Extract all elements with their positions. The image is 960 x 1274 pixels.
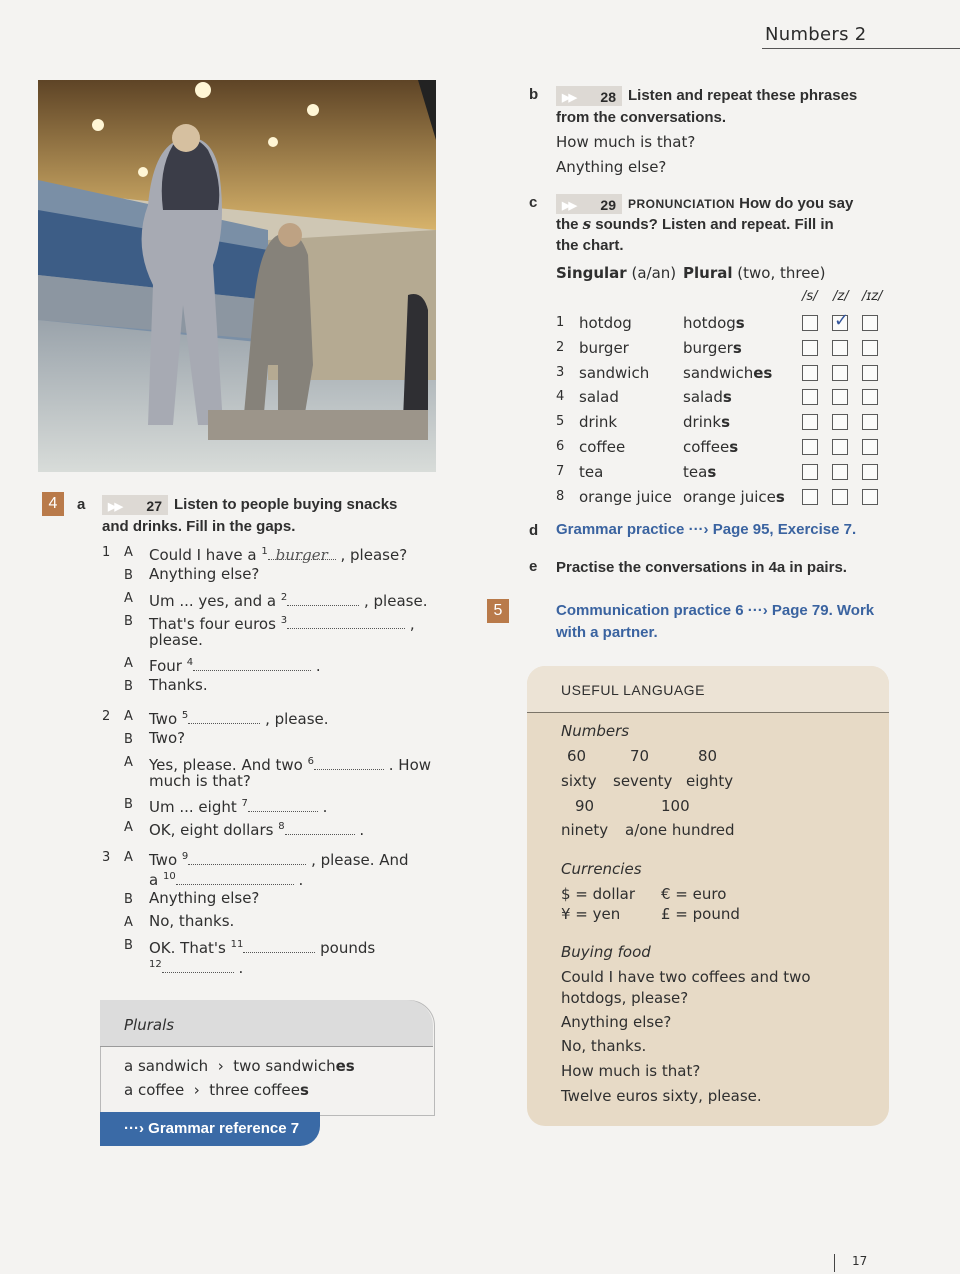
plurals-example: a coffee › three coffees [124,1081,309,1099]
dialogue-line: That's four euros $^3$ , [149,615,415,633]
buying-food-line: hotdogs, please? [561,989,689,1007]
number-digits: 70 [630,747,650,765]
number-digits: 90 [575,797,595,815]
dialogue-line-continued: $^{12}$ . [149,959,244,977]
dialogue-line-continued: much is that? [149,772,251,790]
dialogue-line: No, thanks. [149,912,235,930]
plural-word: burgers [683,339,742,357]
speaker-label: B [124,679,133,694]
section-4a-letter: a [77,496,86,513]
dialogue-line: Yes, please. And two $^6$ . How [149,756,432,774]
sound-checkbox[interactable] [832,439,848,455]
gap-blank[interactable] [285,820,355,835]
dialogue-line-continued: a $^{10}$ . [149,871,304,889]
number-digits: 80 [698,747,718,765]
gap-blank[interactable] [176,870,294,885]
chart-row-number: 6 [556,439,565,454]
currency-item: ¥ = yen [561,905,621,923]
sound-checkbox[interactable] [802,464,818,480]
gap-blank[interactable] [193,656,311,671]
audio-track-29[interactable]: ▶▶ 29 [556,194,622,214]
speaker-label: B [124,797,133,812]
gap-blank[interactable] [188,709,260,724]
checkmark-icon: ✓ [834,310,850,331]
number-word: sixty [561,772,597,790]
sound-checkbox[interactable] [802,365,818,381]
dialogue-line: OK, eight dollars $^8$ . [149,821,365,839]
section-5-number: 5 [487,599,509,623]
sound-checkbox[interactable] [802,439,818,455]
number-word: ninety [561,821,609,839]
speaker-label: B [124,892,133,907]
plural-word: hotdogs [683,314,745,332]
speaker-label: A [124,656,133,671]
section-e-instruction: Practise the conversations in 4a in pairs. [556,559,847,576]
plural-word: salads [683,388,732,406]
buying-food-line: Could I have two coffees and two [561,968,811,986]
number-digits: 100 [661,797,690,815]
dialogue-line: Two $^9$ , please. And [149,851,409,869]
section-c-instruction-3: the chart. [556,237,624,254]
sound-checkbox[interactable] [862,464,878,480]
play-arrows-icon: ▶▶ [562,200,575,213]
number-word: a/one hundred [625,821,735,839]
sound-checkbox[interactable] [832,489,848,505]
speaker-label: B [124,614,133,629]
sound-header-s: /s/ [802,289,818,304]
sound-checkbox[interactable] [862,489,878,505]
play-arrows-icon: ▶▶ [108,501,121,514]
plural-word: coffees [683,438,739,456]
buying-food-line: Twelve euros sixty, please. [561,1087,762,1105]
dialogue-line: Thanks. [149,676,208,694]
singular-word: salad [579,388,619,406]
sound-header-iz: /ɪz/ [862,289,883,304]
section-e-letter: e [529,558,538,575]
dialogue-line-continued: please. [149,631,203,649]
singular-word: hotdog [579,314,632,332]
number-word: seventy [613,772,673,790]
singular-word: orange juice [579,488,672,506]
grammar-reference-link[interactable]: ···› Grammar reference 7 [100,1112,320,1146]
page-number-rule [834,1254,835,1272]
number-digits: 60 [567,747,587,765]
plural-word: drinks [683,413,730,431]
column-header-singular: Singular (a/an) [556,264,677,282]
chart-row-number: 4 [556,389,565,404]
dialogue-line: Could I have a $^1$ burger , please? [149,546,408,564]
phrase: How much is that? [556,133,696,151]
conversation-number: 1 [102,545,111,560]
chart-row-number: 2 [556,340,565,355]
speaker-label: A [124,850,133,865]
gap-blank[interactable] [287,591,359,606]
speaker-label: A [124,915,133,930]
section-b-instruction-2: from the conversations. [556,109,727,126]
dialogue-line: Two $^5$ , please. [149,710,329,728]
sound-checkbox[interactable] [862,340,878,356]
singular-word: tea [579,463,604,481]
conversation-number: 2 [102,709,111,724]
phrase: Anything else? [556,158,667,176]
sound-checkbox[interactable] [802,340,818,356]
chart-row-number: 1 [556,315,565,330]
sound-header-z: /z/ [833,289,849,304]
sound-checkbox[interactable] [832,340,848,356]
communication-practice-line-2: with a partner. [556,624,658,641]
plurals-example: a sandwich › two sandwiches [124,1057,355,1075]
chart-row-number: 3 [556,365,565,380]
sound-checkbox[interactable] [862,315,878,331]
currency-item: $ = dollar [561,885,636,903]
singular-word: sandwich [579,364,650,382]
currency-item: € = euro [661,885,727,903]
sound-checkbox[interactable] [832,365,848,381]
sound-checkbox[interactable] [832,464,848,480]
section-c-instruction-2: the s sounds? Listen and repeat. Fill in [556,215,834,233]
speaker-label: B [124,732,133,747]
column-header-plural: Plural (two, three) [683,264,826,282]
sound-checkbox[interactable] [802,389,818,405]
dialogue-line: Two? [149,729,186,747]
speaker-label: A [124,545,133,560]
gap-blank[interactable] [162,958,234,973]
speaker-label: A [124,591,133,606]
header-rule [762,48,960,49]
buying-food-line: Anything else? [561,1013,672,1031]
sound-checkbox[interactable] [862,365,878,381]
play-arrows-icon: ▶▶ [562,92,575,105]
dialogue-line: Four $^4$ . [149,657,321,675]
communication-practice-link[interactable]: Communication practice 6 ···› Page 79. Work [556,602,875,619]
dialogue-line: Um ... eight $^7$ . [149,798,328,816]
buying-food-line: No, thanks. [561,1037,647,1055]
buying-food-line: How much is that? [561,1062,701,1080]
sound-checkbox[interactable] [832,310,850,331]
useful-language-divider [527,712,889,713]
section-c-instruction: ▶▶ 29 PRONUNCIATION How do you say [556,193,853,215]
gap-blank[interactable] [243,938,315,953]
section-4-number: 4 [42,492,64,516]
gap-blank[interactable] [314,755,384,770]
plural-word: teas [683,463,717,481]
numbers-heading: Numbers [561,722,630,740]
section-c-letter: c [529,194,538,211]
plurals-divider [100,1046,433,1047]
sound-checkbox[interactable] [802,315,818,331]
plurals-title: Plurals [124,1016,175,1034]
section-b-instruction: ▶▶ 28 Listen and repeat these phrases [556,85,857,106]
page-header-title: Numbers 2 [765,24,867,45]
number-word: eighty [686,772,734,790]
sound-checkbox[interactable] [832,389,848,405]
gap-blank[interactable] [287,614,405,629]
sound-checkbox[interactable] [832,414,848,430]
audio-track-28[interactable]: ▶▶ 28 [556,86,622,106]
gap-blank[interactable] [188,850,306,865]
plural-word: sandwiches [683,364,773,382]
section-4a-instruction: ▶▶ 27 Listen to people buying snacks [102,494,397,515]
chart-row-number: 7 [556,464,565,479]
speaker-label: A [124,755,133,770]
speaker-label: B [124,938,133,953]
singular-word: burger [579,339,629,357]
chart-row-number: 8 [556,489,565,504]
dialogue-line: OK. That's $^{11}$ pounds [149,939,376,957]
snack-bar-photo [38,80,436,472]
gap-blank[interactable] [248,797,318,812]
page-number: 17 [852,1254,868,1268]
section-4a-instruction-2: and drinks. Fill in the gaps. [102,518,296,535]
section-d-letter: d [529,522,539,539]
gap-answer[interactable]: burger [268,545,336,560]
sound-checkbox[interactable] [862,389,878,405]
sound-checkbox[interactable] [802,414,818,430]
singular-word: coffee [579,438,626,456]
dialogue-line: Anything else? [149,889,260,907]
chart-row-number: 5 [556,414,565,429]
dialogue-line: Anything else? [149,565,260,583]
singular-word: drink [579,413,618,431]
audio-track-27[interactable]: ▶▶ 27 [102,495,168,515]
sound-checkbox[interactable] [862,414,878,430]
section-b-letter: b [529,86,539,103]
useful-language-title: USEFUL LANGUAGE [561,682,705,698]
speaker-label: A [124,820,133,835]
speaker-label: A [124,709,133,724]
conversation-number: 3 [102,850,111,865]
grammar-practice-link[interactable]: Grammar practice ···› Page 95, Exercise 7. [556,521,857,538]
sound-checkbox[interactable] [862,439,878,455]
buying-food-heading: Buying food [561,943,651,961]
dialogue-line: Um ... yes, and a $^2$ , please. [149,592,428,610]
plural-word: orange juices [683,488,785,506]
currency-item: £ = pound [661,905,740,923]
speaker-label: B [124,568,133,583]
sound-checkbox[interactable] [802,489,818,505]
currencies-heading: Currencies [561,860,642,878]
